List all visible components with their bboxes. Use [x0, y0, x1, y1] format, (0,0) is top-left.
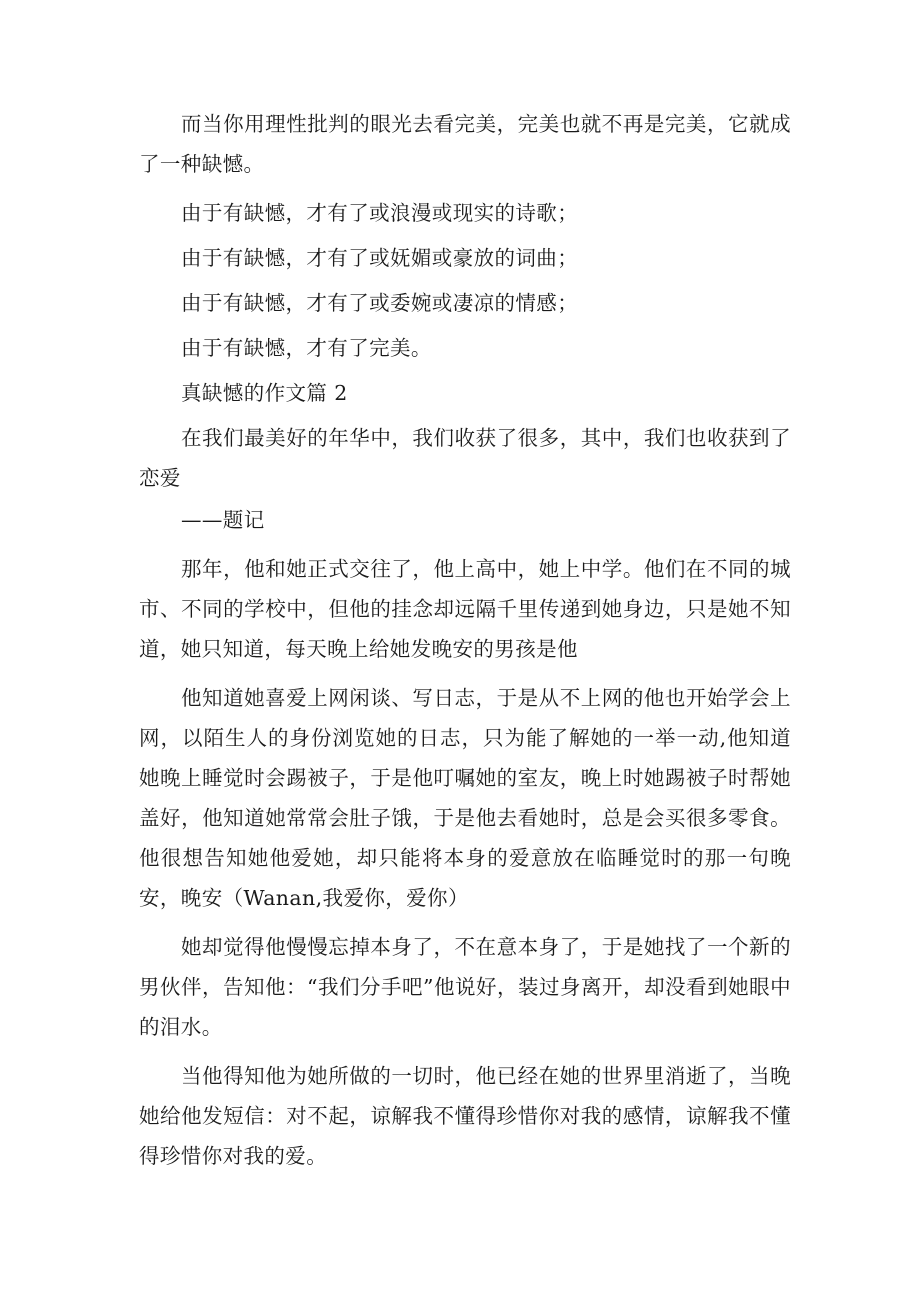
document-body: [139, 104, 791, 1176]
paragraph-apology: 当他得知他为她所做的一切时，他已经在她的世界里消逝了，当晚她给他发短信：对不起，谅解我不懂得珍惜你对我的感情，谅解我不懂得珍惜你对我的爱。: [139, 1064, 791, 1168]
section-heading: 真缺憾的作文篇 2: [181, 381, 348, 405]
epigraph-attribution: ——题记: [181, 508, 265, 532]
paragraph-he-knew: 他知道她喜爱上网闲谈、写日志，于是从不上网的他也开始学会上网，以陌生人的身份浏览她的日志，只为能了解她的一举一动,他知道她晚上睡觉时会踢被子，于是他叮嘱她的室友，晚上时她踢被子时帮她盖好，他知道她常常会肚子饿，于是他去看她时，总是会买很多零食。他很想告知她他爱她，却只能将本身的爱意放在临睡觉时的那一句晚安，晚安（Wanan,我爱你，爱你）: [139, 686, 791, 910]
paragraph-that-year: 那年，他和她正式交往了，他上高中，她上中学。他们在不同的城市、不同的学校中，但他的挂念却远隔千里传递到她身边，只是她不知道，她只知道，每天晚上给她发晚安的男孩是他: [139, 557, 791, 661]
paragraph-perfection-critique: 而当你用理性批判的眼光去看完美，完美也就不再是完美，它就成了一种缺憾。: [139, 112, 791, 176]
paragraph-lyrics: 由于有缺憾，才有了或妩媚或豪放的词曲；: [181, 246, 579, 270]
paragraph-poetry: 由于有缺憾，才有了或浪漫或现实的诗歌；: [181, 201, 579, 225]
paragraph-epigraph: 在我们最美好的年华中，我们收获了很多，其中，我们也收获到了恋爱: [139, 426, 791, 490]
paragraph-perfection: 由于有缺憾，才有了完美。: [181, 336, 432, 360]
paragraph-breakup: 她却觉得他慢慢忘掉本身了，不在意本身了，于是她找了一个新的男伙伴，告知他：“我们分手吧”他说好，装过身离开，却没看到她眼中的泪水。: [139, 935, 791, 1039]
paragraph-emotion: 由于有缺憾，才有了或委婉或凄凉的情感；: [181, 291, 579, 315]
